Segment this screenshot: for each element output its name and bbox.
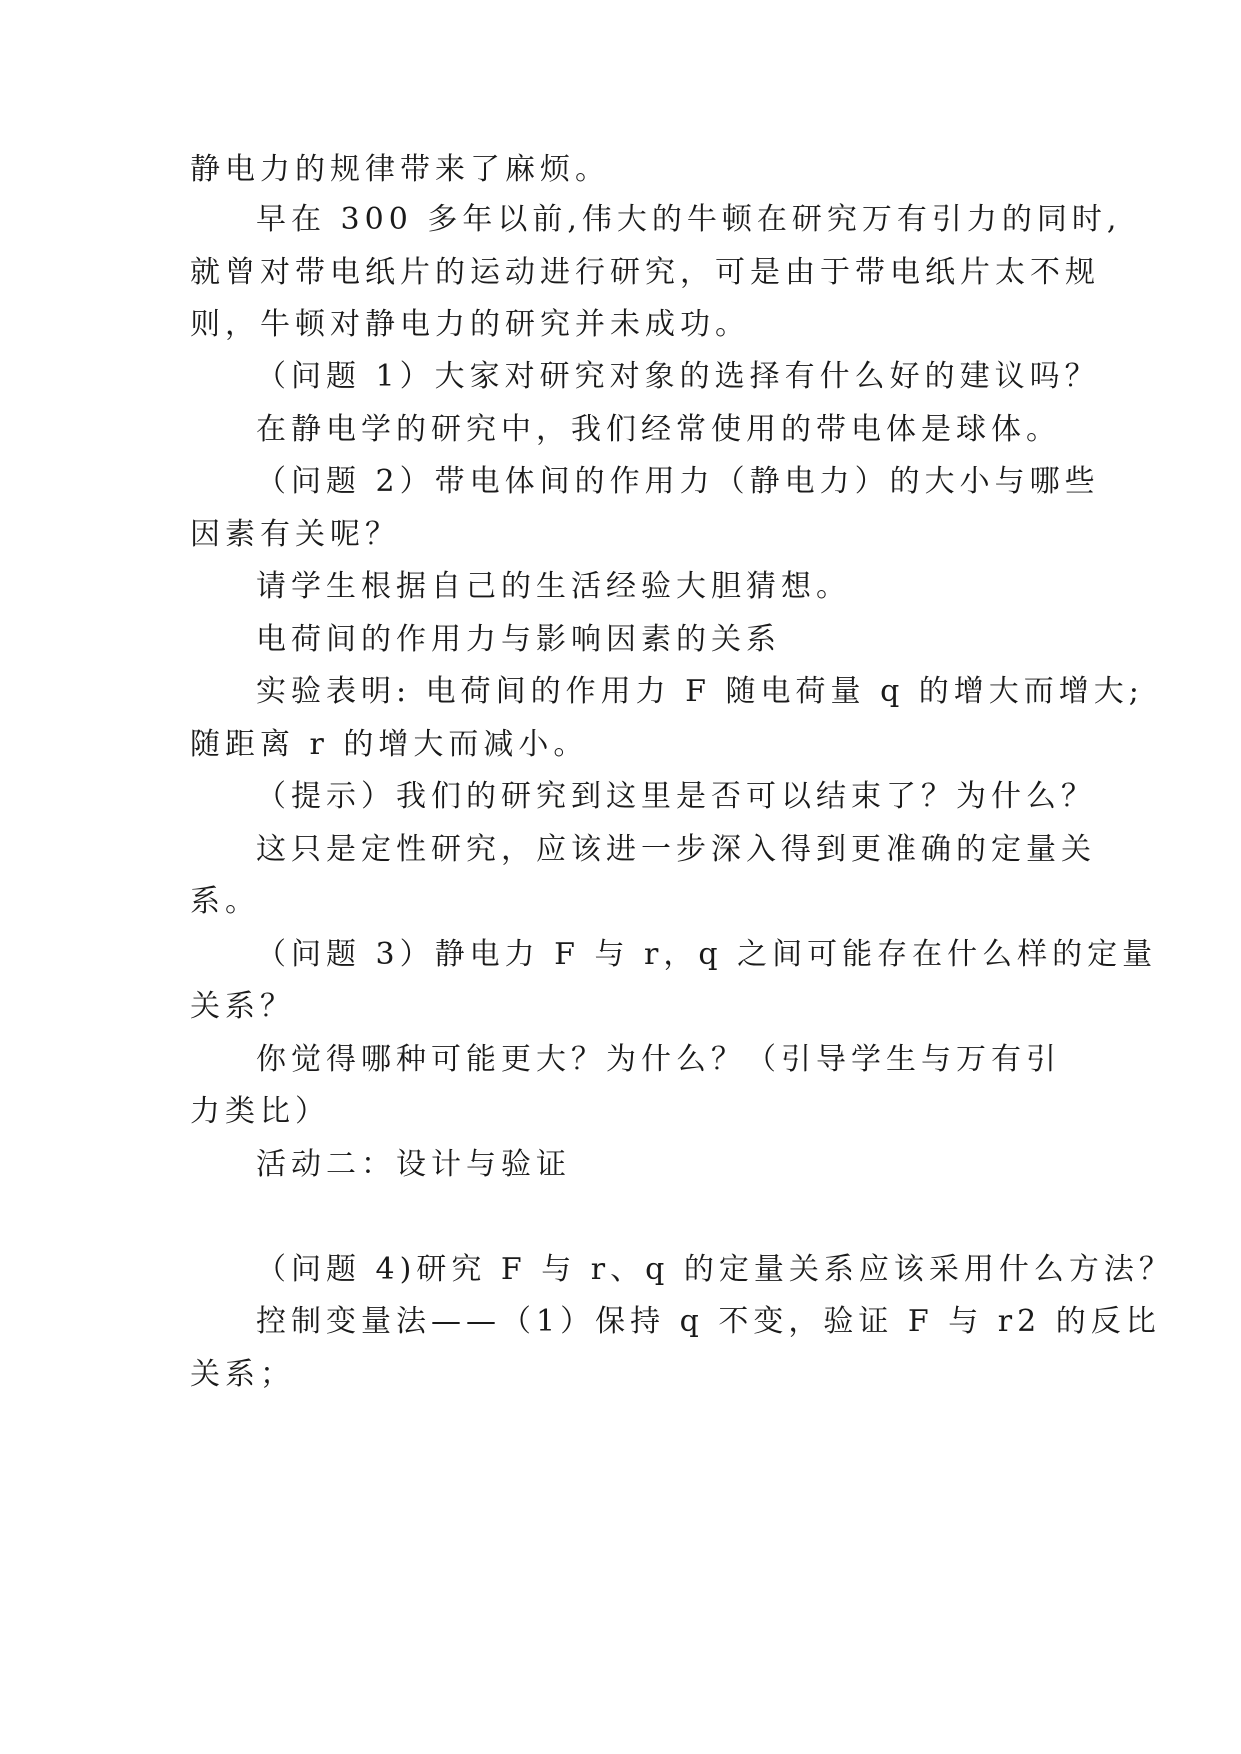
paragraph-line-6: 在静电学的研究中，我们经常使用的带电体是球体。 [256,412,1061,447]
question-1-line: （问题 1）大家对研究对象的选择有什么好的建议吗？ [256,359,1100,394]
paragraph-line-1: 静电力的规律带来了麻烦。 [190,152,610,187]
paragraph-line-3: 就曾对带电纸片的运动进行研究，可是由于带电纸片太不规 [190,255,1100,290]
paragraph-line-9: 请学生根据自己的生活经验大胆猜想。 [256,569,851,604]
paragraph-line-11: 实验表明: 电荷间的作用力 F 随电荷量 q 的增大而增大; [256,674,1144,709]
paragraph-line-4: 则，牛顿对静电力的研究并未成功。 [190,307,750,342]
paragraph-line-14: 这只是定性研究，应该进一步深入得到更准确的定量关 [256,832,1096,867]
paragraph-line-8: 因素有关呢？ [190,517,400,552]
paragraph-line-22: 控制变量法——（1）保持 q 不变，验证 F 与 r2 的反比 [256,1304,1161,1339]
paragraph-line-23: 关系； [190,1357,295,1392]
paragraph-line-15: 系。 [190,884,260,919]
section-subheading: 电荷间的作用力与影响因素的关系 [256,622,781,657]
question-4-line: （问题 4)研究 F 与 r、q 的定量关系应该采用什么方法？ [256,1252,1174,1287]
hint-line: （提示）我们的研究到这里是否可以结束了？为什么？ [256,779,1096,814]
question-3-line: （问题 3）静电力 F 与 r，q 之间可能存在什么样的定量 [256,937,1158,972]
paragraph-line-12: 随距离 r 的增大而减小。 [190,727,589,762]
question-2-line: （问题 2）带电体间的作用力（静电力）的大小与哪些 [256,464,1100,499]
activity-heading: 活动二：设计与验证 [256,1147,571,1182]
paragraph-line-18: 你觉得哪种可能更大？为什么？（引导学生与万有引 [256,1042,1061,1077]
paragraph-line-19: 力类比） [190,1094,330,1129]
paragraph-line-2: 早在 300 多年以前,伟大的牛顿在研究万有引力的同时, [256,202,1122,237]
paragraph-line-17: 关系？ [190,989,295,1024]
